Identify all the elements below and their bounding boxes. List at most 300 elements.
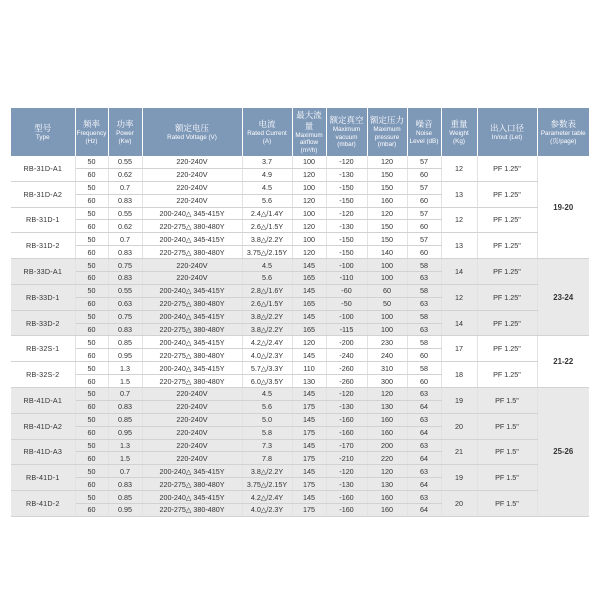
pressure-cell: 160 xyxy=(367,426,407,439)
vacuum-cell: -100 xyxy=(326,310,367,323)
airflow-cell: 175 xyxy=(292,504,326,517)
airflow-cell: 165 xyxy=(292,297,326,310)
current-cell: 3.75△/2.15Y xyxy=(242,478,292,491)
inout-cell: PF 1.25" xyxy=(477,362,537,388)
power-cell: 0.83 xyxy=(108,323,142,336)
noise-cell: 63 xyxy=(407,491,441,504)
column-header-en: Parameter table (页/page) xyxy=(540,130,586,145)
noise-cell: 60 xyxy=(407,246,441,259)
airflow-cell: 175 xyxy=(292,452,326,465)
inout-cell: PF 1.25" xyxy=(477,207,537,233)
weight-cell: 14 xyxy=(441,310,477,336)
noise-cell: 60 xyxy=(407,375,441,388)
frequency-cell: 60 xyxy=(75,246,108,259)
power-cell: 0.83 xyxy=(108,478,142,491)
vacuum-cell: -115 xyxy=(326,323,367,336)
voltage-cell: 200-240△ 345-415Y xyxy=(142,491,242,504)
airflow-cell: 100 xyxy=(292,233,326,246)
vacuum-cell: -130 xyxy=(326,220,367,233)
power-cell: 0.83 xyxy=(108,194,142,207)
column-header-en: In/out (Let) xyxy=(491,133,523,141)
airflow-cell: 145 xyxy=(292,284,326,297)
airflow-cell: 145 xyxy=(292,465,326,478)
airflow-cell: 120 xyxy=(292,220,326,233)
table-row xyxy=(11,362,589,375)
frequency-cell: 50 xyxy=(75,181,108,194)
parameter-page-cell: 25-26 xyxy=(537,388,589,517)
vacuum-cell: -160 xyxy=(326,426,367,439)
column-header xyxy=(367,108,407,156)
current-cell: 5.6 xyxy=(242,272,292,285)
airflow-cell: 145 xyxy=(292,439,326,452)
airflow-cell: 100 xyxy=(292,156,326,168)
voltage-cell: 220-240V xyxy=(142,426,242,439)
noise-cell: 63 xyxy=(407,297,441,310)
noise-cell: 58 xyxy=(407,362,441,375)
power-cell: 1.3 xyxy=(108,362,142,375)
pressure-cell: 130 xyxy=(367,478,407,491)
inout-cell: PF 1.25" xyxy=(477,336,537,362)
current-cell: 7.8 xyxy=(242,452,292,465)
model-type-cell: RB-41D-A1 xyxy=(11,388,75,414)
pressure-cell: 230 xyxy=(367,336,407,349)
table-row xyxy=(11,388,589,401)
power-cell: 0.55 xyxy=(108,207,142,220)
column-header xyxy=(477,108,537,156)
weight-cell: 21 xyxy=(441,439,477,465)
frequency-cell: 60 xyxy=(75,194,108,207)
weight-cell: 12 xyxy=(441,284,477,310)
voltage-cell: 220-240V xyxy=(142,194,242,207)
pressure-cell: 240 xyxy=(367,349,407,362)
weight-cell: 13 xyxy=(441,181,477,207)
vacuum-cell: -100 xyxy=(326,259,367,272)
noise-cell: 64 xyxy=(407,400,441,413)
column-header xyxy=(292,108,326,156)
column-header-zh: 出入口径 xyxy=(489,122,524,133)
power-cell: 0.75 xyxy=(108,259,142,272)
current-cell: 5.6 xyxy=(242,400,292,413)
airflow-cell: 145 xyxy=(292,310,326,323)
model-type-cell: RB-31D-A2 xyxy=(11,181,75,207)
weight-cell: 12 xyxy=(441,207,477,233)
inout-cell: PF 1.25" xyxy=(477,181,537,207)
power-cell: 0.75 xyxy=(108,310,142,323)
power-cell: 1.5 xyxy=(108,452,142,465)
weight-cell: 20 xyxy=(441,491,477,517)
voltage-cell: 220-240V xyxy=(142,156,242,168)
vacuum-cell: -150 xyxy=(326,246,367,259)
vacuum-cell: -150 xyxy=(326,181,367,194)
current-cell: 7.3 xyxy=(242,439,292,452)
airflow-cell: 145 xyxy=(292,349,326,362)
voltage-cell: 220-240V xyxy=(142,413,242,426)
noise-cell: 60 xyxy=(407,349,441,362)
airflow-cell: 120 xyxy=(292,194,326,207)
pressure-cell: 130 xyxy=(367,400,407,413)
model-type-cell: RB-33D-A1 xyxy=(11,259,75,285)
frequency-cell: 60 xyxy=(75,400,108,413)
weight-cell: 19 xyxy=(441,465,477,491)
table-row xyxy=(11,181,589,194)
voltage-cell: 220-275△ 380-480Y xyxy=(142,246,242,259)
inout-cell: PF 1.25" xyxy=(477,284,537,310)
column-header-zh: 额定电压 xyxy=(174,122,209,133)
pressure-cell: 220 xyxy=(367,452,407,465)
frequency-cell: 50 xyxy=(75,491,108,504)
inout-cell: PF 1.25" xyxy=(477,259,537,285)
weight-cell: 17 xyxy=(441,336,477,362)
current-cell: 5.7△/3.3Y xyxy=(242,362,292,375)
current-cell: 4.5 xyxy=(242,181,292,194)
airflow-cell: 110 xyxy=(292,362,326,375)
current-cell: 4.0△/2.3Y xyxy=(242,504,292,517)
weight-cell: 14 xyxy=(441,259,477,285)
column-header-zh: 重量 xyxy=(450,119,468,129)
frequency-cell: 60 xyxy=(75,375,108,388)
column-header-zh: 额定压力 xyxy=(369,115,404,126)
weight-cell: 13 xyxy=(441,233,477,259)
voltage-cell: 220-275△ 380-480Y xyxy=(142,297,242,310)
power-cell: 0.85 xyxy=(108,336,142,349)
model-type-cell: RB-33D-2 xyxy=(11,310,75,336)
spec-table-container xyxy=(11,108,589,517)
current-cell: 5.6 xyxy=(242,194,292,207)
inout-cell: PF 1.25" xyxy=(477,156,537,181)
airflow-cell: 120 xyxy=(292,336,326,349)
model-type-cell: RB-32S-2 xyxy=(11,362,75,388)
vacuum-cell: -150 xyxy=(326,194,367,207)
table-row xyxy=(11,465,589,478)
current-cell: 5.8 xyxy=(242,426,292,439)
power-cell: 0.7 xyxy=(108,181,142,194)
pressure-cell: 200 xyxy=(367,439,407,452)
model-type-cell: RB-31D-2 xyxy=(11,233,75,259)
column-header-en: Frequency (Hz) xyxy=(76,130,107,145)
current-cell: 4.2△/2.4Y xyxy=(242,336,292,349)
airflow-cell: 145 xyxy=(292,388,326,401)
column-header-en: Type xyxy=(35,133,50,141)
voltage-cell: 220-240V xyxy=(142,388,242,401)
pressure-cell: 160 xyxy=(367,491,407,504)
pressure-cell: 120 xyxy=(367,207,407,220)
power-cell: 0.85 xyxy=(108,413,142,426)
noise-cell: 60 xyxy=(407,168,441,181)
pressure-cell: 150 xyxy=(367,220,407,233)
pressure-cell: 150 xyxy=(367,233,407,246)
column-header-en: Weight (Kg) xyxy=(449,130,469,145)
power-cell: 0.83 xyxy=(108,246,142,259)
pressure-cell: 160 xyxy=(367,504,407,517)
noise-cell: 63 xyxy=(407,388,441,401)
noise-cell: 57 xyxy=(407,207,441,220)
pressure-cell: 160 xyxy=(367,194,407,207)
column-header-zh: 型号 xyxy=(34,122,52,133)
weight-cell: 19 xyxy=(441,388,477,414)
current-cell: 3.8△/2.2Y xyxy=(242,323,292,336)
power-cell: 0.7 xyxy=(108,388,142,401)
column-header xyxy=(75,108,108,156)
voltage-cell: 220-240V xyxy=(142,181,242,194)
frequency-cell: 50 xyxy=(75,284,108,297)
power-cell: 0.62 xyxy=(108,168,142,181)
pressure-cell: 150 xyxy=(367,168,407,181)
current-cell: 4.0△/2.3Y xyxy=(242,349,292,362)
column-header-zh: 额定真空 xyxy=(329,115,364,126)
column-header-zh: 最大流量 xyxy=(296,109,322,131)
airflow-cell: 145 xyxy=(292,259,326,272)
power-cell: 0.7 xyxy=(108,465,142,478)
voltage-cell: 200-240△ 345-415Y xyxy=(142,336,242,349)
airflow-cell: 130 xyxy=(292,375,326,388)
inout-cell: PF 1.5" xyxy=(477,439,537,465)
noise-cell: 64 xyxy=(407,504,441,517)
voltage-cell: 220-275△ 380-480Y xyxy=(142,220,242,233)
column-header xyxy=(537,108,589,156)
pressure-cell: 120 xyxy=(367,465,407,478)
pressure-cell: 100 xyxy=(367,259,407,272)
vacuum-cell: -120 xyxy=(326,388,367,401)
voltage-cell: 200-240△ 345-415Y xyxy=(142,233,242,246)
power-cell: 1.3 xyxy=(108,439,142,452)
airflow-cell: 175 xyxy=(292,426,326,439)
current-cell: 3.7 xyxy=(242,156,292,168)
pressure-cell: 100 xyxy=(367,323,407,336)
vacuum-cell: -160 xyxy=(326,413,367,426)
pressure-cell: 140 xyxy=(367,246,407,259)
current-cell: 4.9 xyxy=(242,168,292,181)
noise-cell: 58 xyxy=(407,310,441,323)
voltage-cell: 220-240V xyxy=(142,400,242,413)
pressure-cell: 100 xyxy=(367,272,407,285)
header-row xyxy=(11,108,589,156)
model-type-cell: RB-31D-A1 xyxy=(11,156,75,181)
model-type-cell: RB-41D-A2 xyxy=(11,413,75,439)
noise-cell: 64 xyxy=(407,478,441,491)
voltage-cell: 200-240△ 345-415Y xyxy=(142,310,242,323)
vacuum-cell: -120 xyxy=(326,156,367,168)
power-cell: 0.83 xyxy=(108,272,142,285)
table-row xyxy=(11,233,589,246)
pressure-cell: 310 xyxy=(367,362,407,375)
current-cell: 2.6△/1.5Y xyxy=(242,297,292,310)
airflow-cell: 165 xyxy=(292,323,326,336)
column-header-en: Rated Voltage (V) xyxy=(167,133,217,141)
noise-cell: 60 xyxy=(407,220,441,233)
pressure-cell: 50 xyxy=(367,297,407,310)
voltage-cell: 220-275△ 380-480Y xyxy=(142,478,242,491)
airflow-cell: 120 xyxy=(292,168,326,181)
pressure-cell: 60 xyxy=(367,284,407,297)
column-header xyxy=(108,108,142,156)
vacuum-cell: -160 xyxy=(326,491,367,504)
column-header-en: Rated Current (A) xyxy=(247,130,287,145)
voltage-cell: 220-240V xyxy=(142,168,242,181)
frequency-cell: 50 xyxy=(75,233,108,246)
parameter-page-cell: 21-22 xyxy=(537,336,589,388)
airflow-cell: 165 xyxy=(292,272,326,285)
power-cell: 1.5 xyxy=(108,375,142,388)
inout-cell: PF 1.5" xyxy=(477,388,537,414)
table-row xyxy=(11,156,589,168)
table-row xyxy=(11,310,589,323)
column-header xyxy=(11,108,75,156)
airflow-cell: 175 xyxy=(292,478,326,491)
vacuum-cell: -130 xyxy=(326,478,367,491)
vacuum-cell: -170 xyxy=(326,439,367,452)
airflow-cell: 100 xyxy=(292,181,326,194)
pressure-cell: 300 xyxy=(367,375,407,388)
frequency-cell: 50 xyxy=(75,259,108,272)
column-header-en: Maximum vacuum (mbar) xyxy=(332,126,361,149)
vacuum-cell: -160 xyxy=(326,504,367,517)
power-cell: 0.63 xyxy=(108,297,142,310)
column-header-zh: 电流 xyxy=(258,119,276,129)
table-row xyxy=(11,439,589,452)
frequency-cell: 60 xyxy=(75,504,108,517)
parameter-page-cell: 19-20 xyxy=(537,156,589,259)
column-header-en: Maximum pressure (mbar) xyxy=(373,126,401,149)
weight-cell: 20 xyxy=(441,413,477,439)
noise-cell: 63 xyxy=(407,465,441,478)
vacuum-cell: -110 xyxy=(326,272,367,285)
voltage-cell: 220-240V xyxy=(142,439,242,452)
noise-cell: 64 xyxy=(407,452,441,465)
voltage-cell: 200-240△ 345-415Y xyxy=(142,362,242,375)
model-type-cell: RB-41D-A3 xyxy=(11,439,75,465)
vacuum-cell: -240 xyxy=(326,349,367,362)
column-header xyxy=(407,108,441,156)
current-cell: 4.5 xyxy=(242,259,292,272)
pressure-cell: 160 xyxy=(367,413,407,426)
noise-cell: 57 xyxy=(407,181,441,194)
voltage-cell: 200-240△ 345-415Y xyxy=(142,284,242,297)
power-cell: 0.62 xyxy=(108,220,142,233)
pressure-cell: 120 xyxy=(367,388,407,401)
vacuum-cell: -260 xyxy=(326,375,367,388)
current-cell: 5.0 xyxy=(242,413,292,426)
frequency-cell: 60 xyxy=(75,220,108,233)
weight-cell: 18 xyxy=(441,362,477,388)
current-cell: 3.8△/2.2Y xyxy=(242,465,292,478)
column-header xyxy=(142,108,242,156)
power-cell: 0.95 xyxy=(108,504,142,517)
inout-cell: PF 1.25" xyxy=(477,233,537,259)
column-header xyxy=(326,108,367,156)
noise-cell: 57 xyxy=(407,233,441,246)
table-body xyxy=(11,156,589,516)
frequency-cell: 60 xyxy=(75,426,108,439)
column-header-en: Noise Level (dB) xyxy=(409,130,439,145)
noise-cell: 58 xyxy=(407,336,441,349)
column-header-zh: 参数表 xyxy=(550,119,576,129)
voltage-cell: 220-240V xyxy=(142,272,242,285)
table-row xyxy=(11,413,589,426)
power-cell: 0.85 xyxy=(108,491,142,504)
table-header xyxy=(11,108,589,156)
model-type-cell: RB-32S-1 xyxy=(11,336,75,362)
current-cell: 2.4△/1.4Y xyxy=(242,207,292,220)
power-cell: 0.83 xyxy=(108,400,142,413)
model-type-cell: RB-31D-1 xyxy=(11,207,75,233)
voltage-cell: 220-275△ 380-480Y xyxy=(142,349,242,362)
frequency-cell: 60 xyxy=(75,323,108,336)
column-header-en: Maximum airflow (m³/h) xyxy=(295,131,323,154)
current-cell: 6.0△/3.5Y xyxy=(242,375,292,388)
power-cell: 0.7 xyxy=(108,233,142,246)
pressure-cell: 150 xyxy=(367,181,407,194)
noise-cell: 57 xyxy=(407,156,441,168)
parameter-page-cell: 23-24 xyxy=(537,259,589,336)
table-row xyxy=(11,491,589,504)
frequency-cell: 60 xyxy=(75,168,108,181)
airflow-cell: 100 xyxy=(292,207,326,220)
current-cell: 2.8△/1.6Y xyxy=(242,284,292,297)
airflow-cell: 145 xyxy=(292,491,326,504)
vacuum-cell: -200 xyxy=(326,336,367,349)
noise-cell: 58 xyxy=(407,259,441,272)
vacuum-cell: -120 xyxy=(326,207,367,220)
power-cell: 0.55 xyxy=(108,156,142,168)
frequency-cell: 60 xyxy=(75,297,108,310)
column-header-zh: 功率 xyxy=(116,119,134,129)
noise-cell: 63 xyxy=(407,413,441,426)
frequency-cell: 60 xyxy=(75,478,108,491)
frequency-cell: 50 xyxy=(75,388,108,401)
vacuum-cell: -50 xyxy=(326,297,367,310)
column-header xyxy=(242,108,292,156)
vacuum-cell: -130 xyxy=(326,168,367,181)
table-row xyxy=(11,284,589,297)
airflow-cell: 145 xyxy=(292,413,326,426)
voltage-cell: 220-275△ 380-480Y xyxy=(142,375,242,388)
inout-cell: PF 1.5" xyxy=(477,413,537,439)
column-header xyxy=(441,108,477,156)
pressure-cell: 100 xyxy=(367,310,407,323)
current-cell: 4.5 xyxy=(242,388,292,401)
model-type-cell: RB-41D-1 xyxy=(11,465,75,491)
noise-cell: 63 xyxy=(407,272,441,285)
model-type-cell: RB-41D-2 xyxy=(11,491,75,517)
power-cell: 0.95 xyxy=(108,426,142,439)
vacuum-cell: -210 xyxy=(326,452,367,465)
voltage-cell: 200-240△ 345-415Y xyxy=(142,465,242,478)
vacuum-cell: -130 xyxy=(326,400,367,413)
vacuum-cell: -120 xyxy=(326,465,367,478)
airflow-cell: 175 xyxy=(292,400,326,413)
frequency-cell: 50 xyxy=(75,310,108,323)
inout-cell: PF 1.5" xyxy=(477,465,537,491)
column-header-en: Power (Kw) xyxy=(116,130,134,145)
frequency-cell: 60 xyxy=(75,349,108,362)
power-cell: 0.55 xyxy=(108,284,142,297)
voltage-cell: 220-240V xyxy=(142,259,242,272)
table-row xyxy=(11,336,589,349)
voltage-cell: 200-240△ 345-415Y xyxy=(142,207,242,220)
frequency-cell: 50 xyxy=(75,207,108,220)
current-cell: 4.2△/2.4Y xyxy=(242,491,292,504)
inout-cell: PF 1.5" xyxy=(477,491,537,517)
current-cell: 3.75△/2.15Y xyxy=(242,246,292,259)
voltage-cell: 220-275△ 380-480Y xyxy=(142,323,242,336)
vacuum-cell: -150 xyxy=(326,233,367,246)
current-cell: 2.6△/1.5Y xyxy=(242,220,292,233)
frequency-cell: 50 xyxy=(75,413,108,426)
noise-cell: 63 xyxy=(407,323,441,336)
frequency-cell: 50 xyxy=(75,439,108,452)
vacuum-cell: -260 xyxy=(326,362,367,375)
noise-cell: 60 xyxy=(407,194,441,207)
